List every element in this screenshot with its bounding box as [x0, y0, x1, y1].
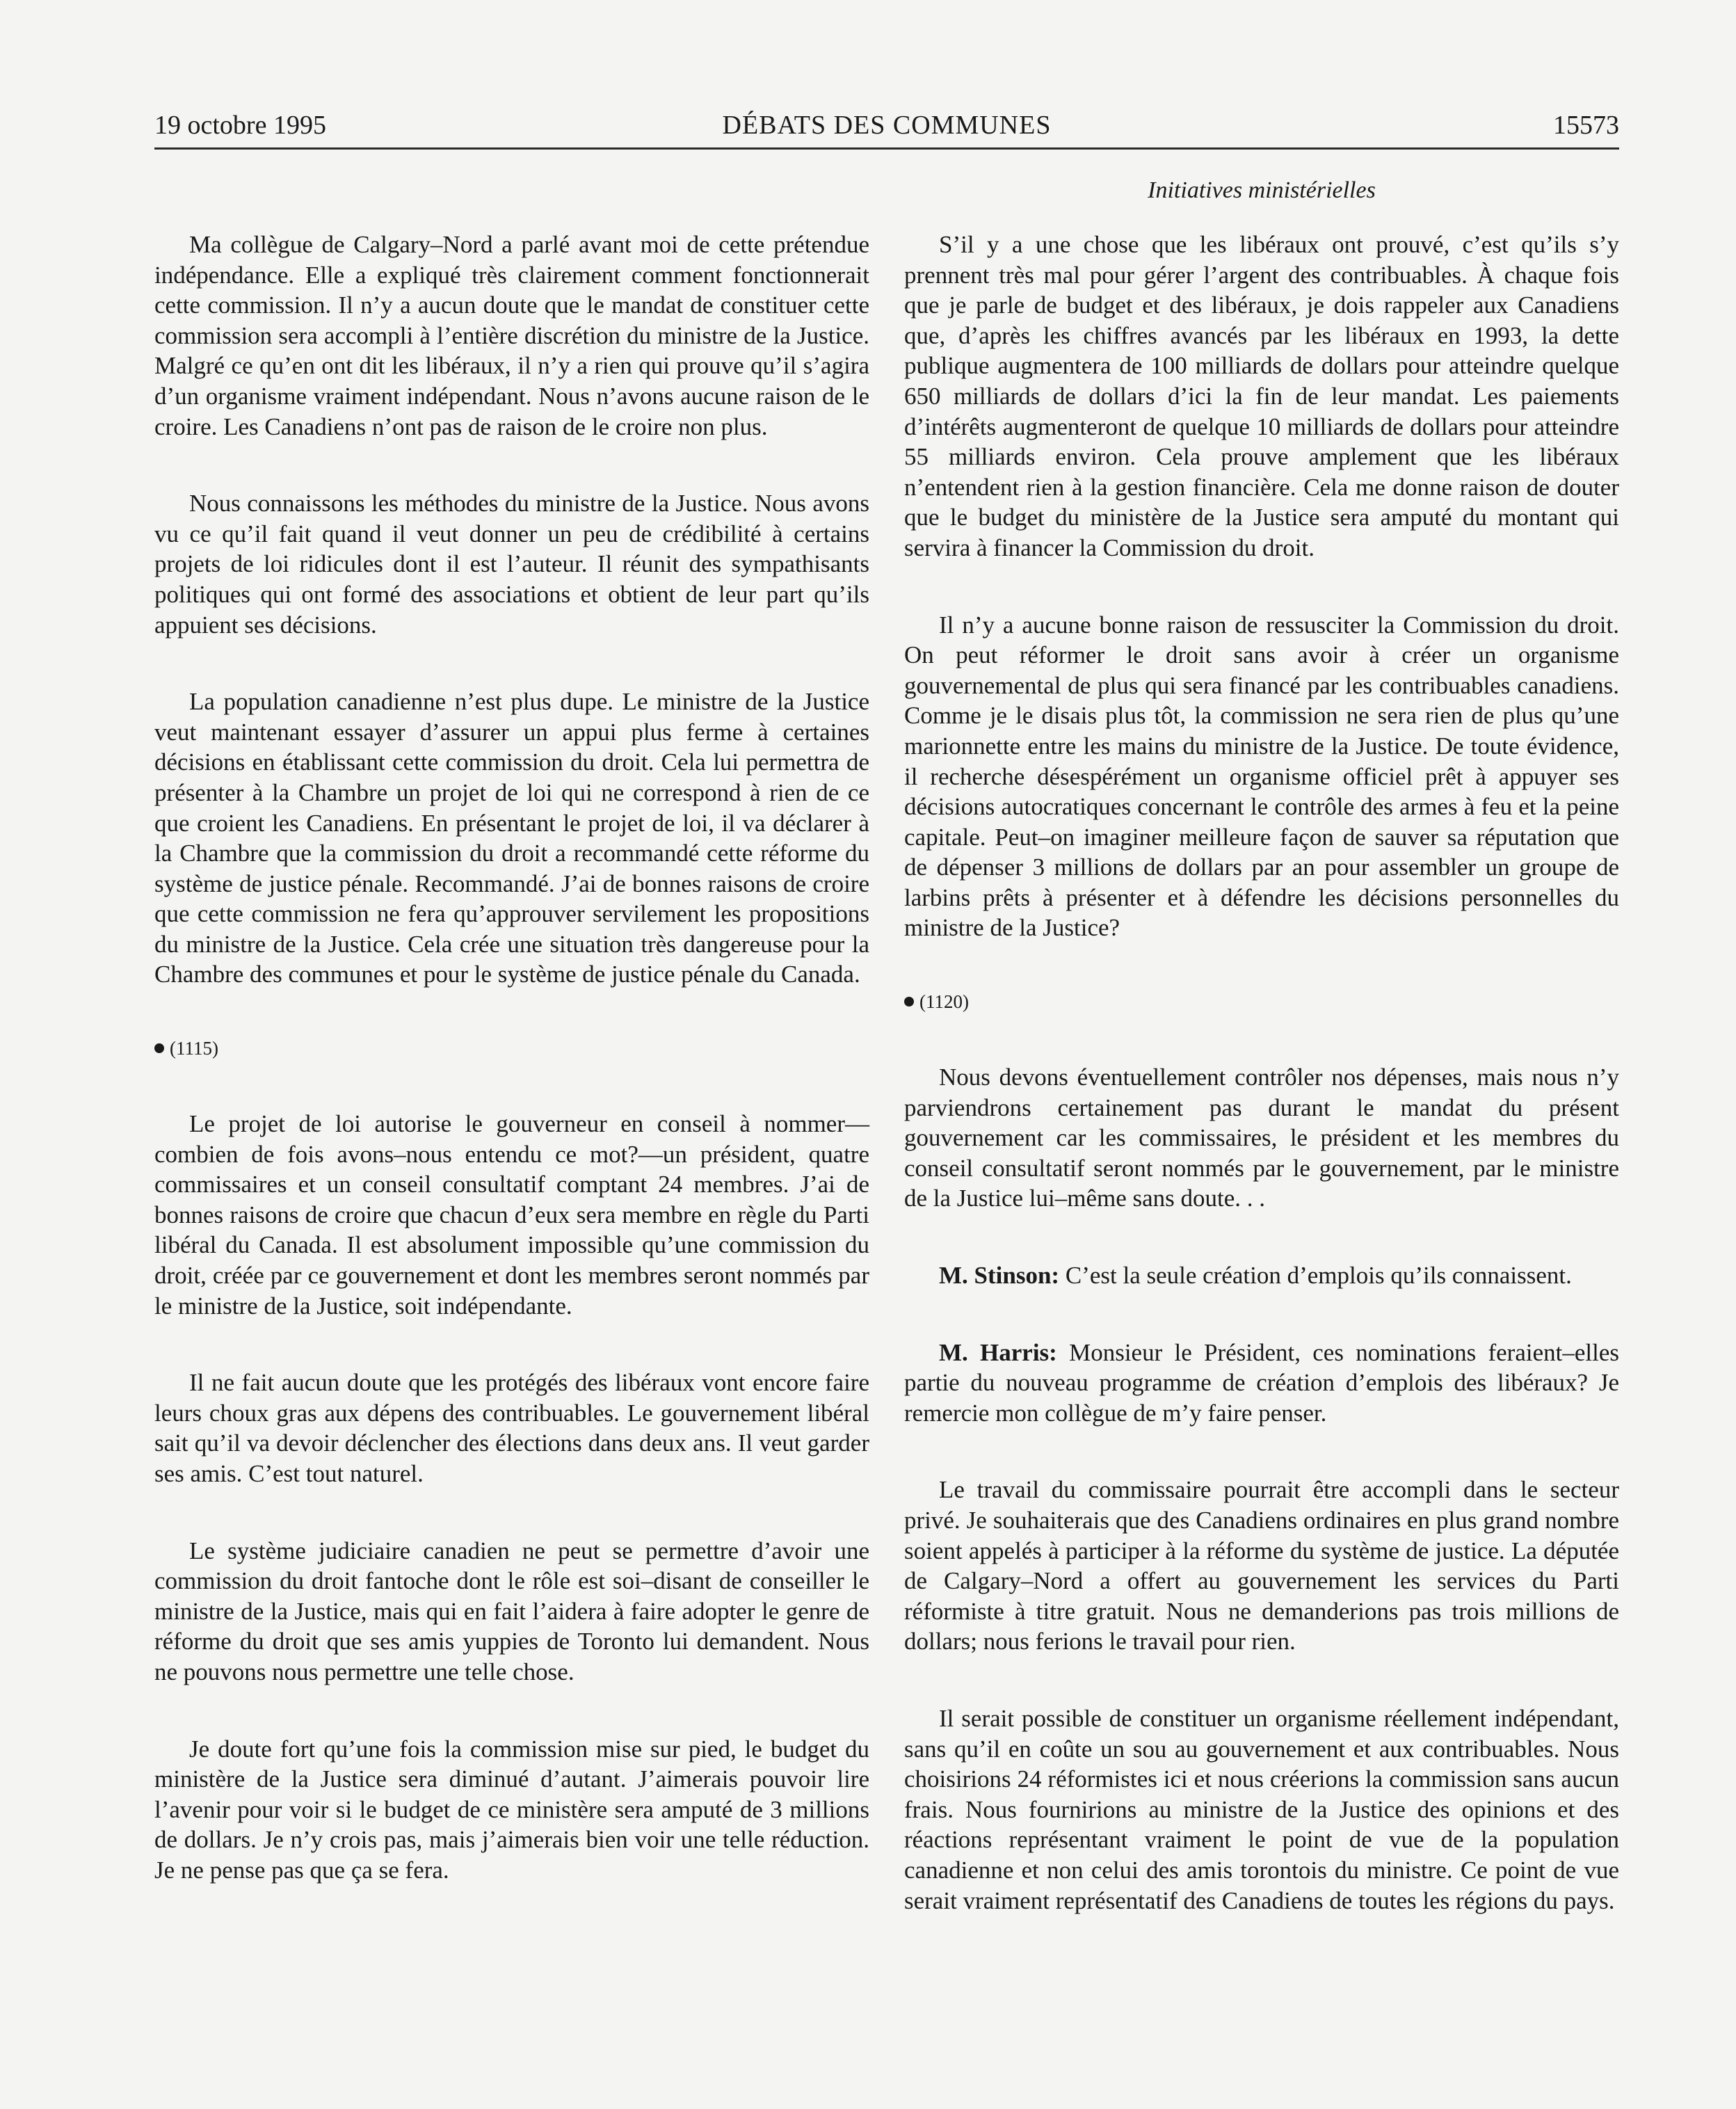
time-marker [154, 1036, 869, 1060]
paragraph: Le projet de loi autorise le gouverneur en conseil à nommer—combien de fois avons–nous entendu ce mot?—un président, quatre commissaires et un conseil consultatif comptant 24 membres. J’ai de bonnes raisons de croire que chacun d’eux sera membre en règle du Parti libéral du Canada. Il est absolument impossible qu’une commission du droit, créée par ce gouvernement et dont les membres seront nommés par le ministre de la Justice, soit indépendante. [154, 1110, 869, 1320]
speech-paragraph [904, 1338, 1619, 1429]
paragraph: Il ne fait aucun doute que les protégés des libéraux vont encore faire leurs choux gras aux dépens des contribuables. Le gouvernement libéral sait qu’il va devoir déclencher des élections dans deux ans. Il veut garder ses amis. C’est tout naturel. [154, 1369, 869, 1487]
paragraph: Il n’y a aucune bonne raison de ressusciter la Commission du droit. On peut réformer le droit sans avoir à créer un organisme gouvernemental de plus qui sera financé par les contribuables canadiens. Comme je le disais plus tôt, la commission ne sera rien de plus qu’une marionnette entre les mains du ministre de la Justice. De toute évidence, il recherche désespérément un organisme officiel prêt à appuyer ses décisions autocratiques concernant le contrôle des armes à feu et la peine capitale. Peut–on imaginer meilleure façon de sauver sa réputation que de dépenser 3 millions de dollars par an pour assembler un groupe de larbins prêts à présenter et à défendre les décisions personnelles du ministre de la Justice? [904, 611, 1619, 942]
bullet-dot-icon [904, 997, 914, 1007]
running-header [154, 103, 1619, 150]
time-marker-label: (1120) [919, 991, 969, 1013]
page-number: 15573 [1553, 111, 1619, 140]
paragraph: Ma collègue de Calgary–Nord a parlé avant moi de cette prétendue indépendance. Elle a expliqué très clairement comment fonctionnerait cette commission. Il n’y a aucun doute que le mandat de constituer cette commission sera accompli à l’entière discrétion du ministre de la Justice. Malgré ce qu’en ont dit les libéraux, il n’y a rien qui prouve qu’il s’agira d’un organisme vraiment indépendant. Nous n’avons aucune raison de le croire. Les Canadiens n’ont pas de raison de le croire non plus. [154, 231, 869, 440]
speaker-name: M. Harris: [939, 1338, 1057, 1366]
paragraph: Je doute fort qu’une fois la commission mise sur pied, le budget du ministère de la Justice sera diminué d’autant. J’aimerais pouvoir lire l’avenir pour voir si le budget de ce ministère sera amputé de 3 millions de dollars. Je n’y crois pas, mais j’aimerais bien voir une telle réduction. Je ne pense pas que ça se fera. [154, 1735, 869, 1884]
paragraph: S’il y a une chose que les libéraux ont prouvé, c’est qu’ils s’y prennent très mal pour gérer l’argent des contribuables. À chaque fois que je parle de budget et des libéraux, je dois rappeler aux Canadiens que, d’après les chiffres avancés par les libéraux en 1993, la dette publique augmentera de 100 milliards de dollars pour atteindre quelque 650 milliards de dollars d’ici la fin de leur mandat. Les paiements d’intérêts augmenteront de quelque 10 milliards de dollars pour atteindre 55 milliards environ. Cela prouve amplement que les libéraux n’entendent rien à la gestion financière. Cela me donne raison de douter que le budget du ministère de la Justice sera amputé du montant qui servira à financer la Commission du droit. [904, 231, 1619, 561]
header-title: DÉBATS DES COMMUNES [722, 111, 1052, 140]
paragraph: Le travail du commissaire pourrait être accompli dans le secteur privé. Je souhaiterais que des Canadiens ordinaires en plus grand nombre soient appelés à participer à la réforme du système de justice. La députée de Calgary–Nord a offert au gouvernement les services du Parti réformiste à titre gratuit. Nous ne demanderions pas trois millions de dollars; nous ferions le travail pour rien. [904, 1476, 1619, 1655]
header-date: 19 octobre 1995 [154, 111, 326, 140]
speaker-name: M. Stinson: [939, 1262, 1060, 1290]
bullet-dot-icon [154, 1043, 164, 1053]
right-column [904, 230, 1619, 1916]
paragraph: La population canadienne n’est plus dupe. Le ministre de la Justice veut maintenant essayer d’assurer un appui plus ferme à certaines décisions en établissant cette commission du droit. Cela lui permettra de présenter à la Chambre un projet de loi qui ne correspond à rien de ce que croient les Canadiens. En présentant le projet de loi, il va déclarer à la Chambre que la commission du droit a recommandé cette réforme du système de justice pénale. Recommandé. J’ai de bonnes raisons de croire que cette commission ne fera qu’approuver servilement les propositions du ministre de la Justice. Cela crée une situation très dangereuse pour la Chambre des communes et pour le système de justice pénale du Canada. [154, 688, 869, 988]
paragraph: Il serait possible de constituer un organisme réellement indépendant, sans qu’il en coûte un sou au gouvernement et aux contribuables. Nous choisirions 24 réformistes ici et nous créerions la commission sans aucun frais. Nous fournirions au ministre de la Justice des opinions et des réactions représentant vraiment le point de vue de la population canadienne et non celui des amis torontois du ministre. Ce point de vue serait vraiment représentatif des Canadiens de toutes les régions du pays. [904, 1704, 1619, 1914]
time-marker [904, 990, 1619, 1013]
paragraph: Le système judiciaire canadien ne peut se permettre d’avoir une commission du droit fantoche dont le rôle est soi–disant de conseiller le ministre de la Justice, mais qui en fait l’aidera à faire adopter le genre de réforme du droit que ses amis yuppies de Toronto lui demandent. Nous ne pouvons nous permettre une telle chose. [154, 1537, 869, 1685]
paragraph: Nous connaissons les méthodes du ministre de la Justice. Nous avons vu ce qu’il fait quand il veut donner un peu de crédibilité à certains projets de loi ridicules dont il est l’auteur. Il réunit des sympathisants politiques qui ont formé des associations et obtient de leur part qu’ils appuient ses décisions. [154, 490, 869, 639]
left-column [154, 230, 869, 1886]
speech-text: Monsieur le Président, ces nominations feraient–elles partie du nouveau programme de création d’emplois des libéraux? Je remercie mon collègue de m’y faire penser. [904, 1338, 1619, 1427]
speech-text: C’est la seule création d’emplois qu’ils connaissent. [1059, 1262, 1572, 1290]
time-marker-label: (1115) [170, 1038, 218, 1059]
section-title: Initiatives ministérielles [1148, 177, 1376, 203]
speech-paragraph [904, 1260, 1619, 1291]
paragraph: Nous devons éventuellement contrôler nos dépenses, mais nous n’y parviendrons certainement pas durant le mandat du présent gouvernement car les commissaires, le président et les membres du conseil consultatif seront nommés par le gouvernement, par le ministre de la Justice lui–même sans doute. . . [904, 1064, 1619, 1212]
